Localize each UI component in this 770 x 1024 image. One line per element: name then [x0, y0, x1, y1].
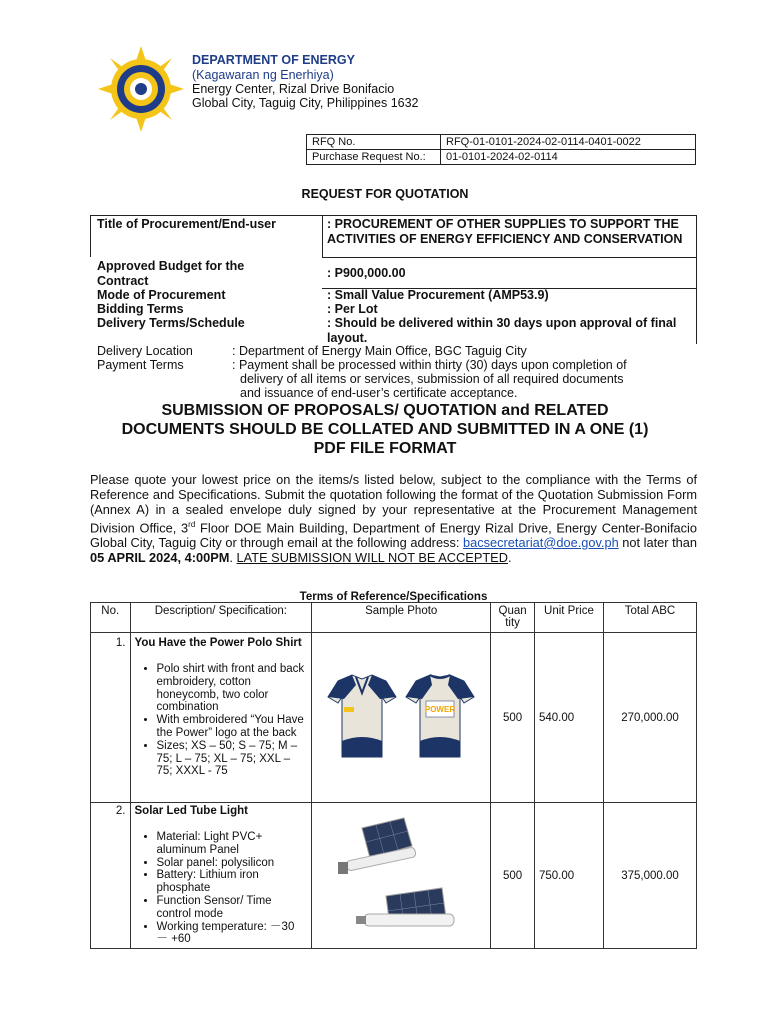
instructions-text-5: . [507, 549, 512, 565]
late-submission-notice: LATE SUBMISSION WILL NOT BE ACCEPTED [236, 549, 508, 565]
header-unit-price: Unit Price [534, 603, 603, 633]
spec-bullet: • Material: Light PVC+ aluminum Panel [157, 831, 308, 857]
document-title: REQUEST FOR QUOTATION [301, 187, 469, 201]
payment-terms-line-1: : Payment shall be processed within thirty (30) days upon completion of [232, 358, 627, 372]
item-total-abc: 270,000.00 [603, 633, 696, 803]
payment-terms-line-3: and issuance of end-user’s certificate acceptance. [240, 386, 518, 400]
rfq-reference-table [306, 134, 696, 165]
address-line-2: Global City, Taguig City, Philippines 1632 [192, 96, 419, 110]
header-sample-photo: Sample Photo [312, 603, 491, 633]
submission-title-line-2: DOCUMENTS SHOULD BE COLLATED AND SUBMITTED IN A ONE (1) [121, 421, 649, 438]
delivery-location-value: : Department of Energy Main Office, BGC Taguig City [232, 344, 527, 358]
solar-panel-icon [316, 814, 486, 934]
item-title: You Have the Power Polo Shirt [134, 637, 302, 649]
delivery-location-label: Delivery Location [97, 344, 193, 358]
payment-terms-line-2: delivery of all items or services, submission of all required documents [240, 372, 624, 386]
instructions-text-4: . [229, 549, 237, 565]
instructions-text-2: Floor DOE Main Building, Department of Energy Rizal Drive, Energy Center-Bonifacio Global City, Taguig City or through email at the following address: [90, 519, 698, 550]
item-quantity: 500 [491, 633, 535, 803]
org-subname: (Kagawaran ng Enerhiya) [192, 68, 334, 82]
spec-bullet: • Polo shirt with front and back embroidery, cotton honeycomb, two color combination [157, 663, 308, 714]
item-title: Solar Led Tube Light [134, 805, 249, 817]
submission-title-line-3: PDF FILE FORMAT [313, 440, 457, 457]
polo-shirt-photo [312, 633, 491, 803]
deadline-text: 05 APRIL 2024, 4:00PM [90, 549, 230, 565]
specifications-table [90, 602, 697, 949]
solar-light-photo [312, 803, 491, 949]
header-quantity: Quan tity [491, 603, 535, 633]
delivery-terms-label: Delivery Terms/Schedule [97, 316, 245, 330]
doe-seal-icon [98, 46, 184, 132]
item-quantity: 500 [491, 803, 535, 949]
mode-of-procurement-value: : Small Value Procurement (AMP53.9) [327, 288, 549, 302]
item-number: 1. [91, 633, 131, 803]
purchase-request-label: Purchase Request No.: [307, 150, 441, 165]
rfq-no-value: RFQ-01-0101-2024-02-0114-0401-0022 [441, 135, 696, 150]
instructions-paragraph [90, 473, 697, 566]
header-total-abc: Total ABC [603, 603, 696, 633]
header-no: No. [91, 603, 131, 633]
item-unit-price: 750.00 [534, 803, 603, 949]
spec-bullet: • Battery: Lithium iron phosphate [157, 869, 308, 895]
approved-budget-label: Approved Budget for the Contract [97, 259, 245, 288]
bidding-terms-value: : Per Lot [327, 302, 378, 316]
title-of-procurement-label: Title of Procurement/End-user [97, 217, 276, 231]
payment-terms-label: Payment Terms [97, 358, 184, 372]
address-line-1: Energy Center, Rizal Drive Bonifacio [192, 82, 395, 96]
email-link[interactable]: bacsecretariat@doe.gov.ph [462, 534, 619, 550]
bidding-terms-label: Bidding Terms [97, 302, 184, 316]
spec-bullet: • Solar panel: polysilicon [157, 857, 308, 870]
spec-bullet: • Function Sensor/ Time control mode [157, 895, 308, 921]
spec-table-caption: Terms of Reference/Specifications [299, 591, 488, 603]
spec-bullet: • Sizes; XS – 50; S – 75; M – 75; L – 75; XL – 75; XXL – 75; XXXL - 75 [157, 740, 308, 778]
item-description [130, 803, 312, 949]
approved-budget-value: : P900,000.00 [327, 266, 406, 280]
instructions-text-1: Please quote your lowest price on the items/s listed below, subject to the compliance with the Terms of Reference and Specifications. Submit the quotation following the format of the Quotation Submission Form (Annex A) in a sealed envelope duly signed by your representative at the Procurement Management Division Office, 3 [90, 472, 697, 535]
submission-title-line-1: SUBMISSION OF PROPOSALS/ QUOTATION and RELATED [161, 402, 609, 419]
rfq-no-label: RFQ No. [307, 135, 441, 150]
title-of-procurement-value: : PROCUREMENT OF OTHER SUPPLIES TO SUPPORT THE ACTIVITIES OF ENERGY EFFICIENCY AND CONSERVATION [327, 217, 683, 246]
item-total-abc: 375,000.00 [603, 803, 696, 949]
table-row [91, 633, 697, 803]
table-row [91, 803, 697, 949]
spec-table-header [91, 603, 697, 633]
item-number: 2. [91, 803, 131, 949]
instructions-text-3: not later than [618, 534, 697, 550]
item-unit-price: 540.00 [534, 633, 603, 803]
spec-bullet: • With embroidered “You Have the Power” logo at the back [157, 714, 308, 740]
header-description: Description/ Specification: [130, 603, 312, 633]
delivery-terms-value: : Should be delivered within 30 days upon approval of final layout. [327, 316, 677, 345]
power-logo-text: POWER [425, 705, 456, 714]
item-description [130, 633, 312, 803]
ordinal-suffix: rd [188, 519, 196, 529]
mode-of-procurement-label: Mode of Procurement [97, 288, 226, 302]
spec-bullet: • Working temperature: －30 － +60 [157, 921, 308, 947]
polo-shirt-icon [316, 671, 486, 761]
org-name: DEPARTMENT OF ENERGY [192, 53, 355, 67]
purchase-request-value: 01-0101-2024-02-0114 [441, 150, 696, 165]
